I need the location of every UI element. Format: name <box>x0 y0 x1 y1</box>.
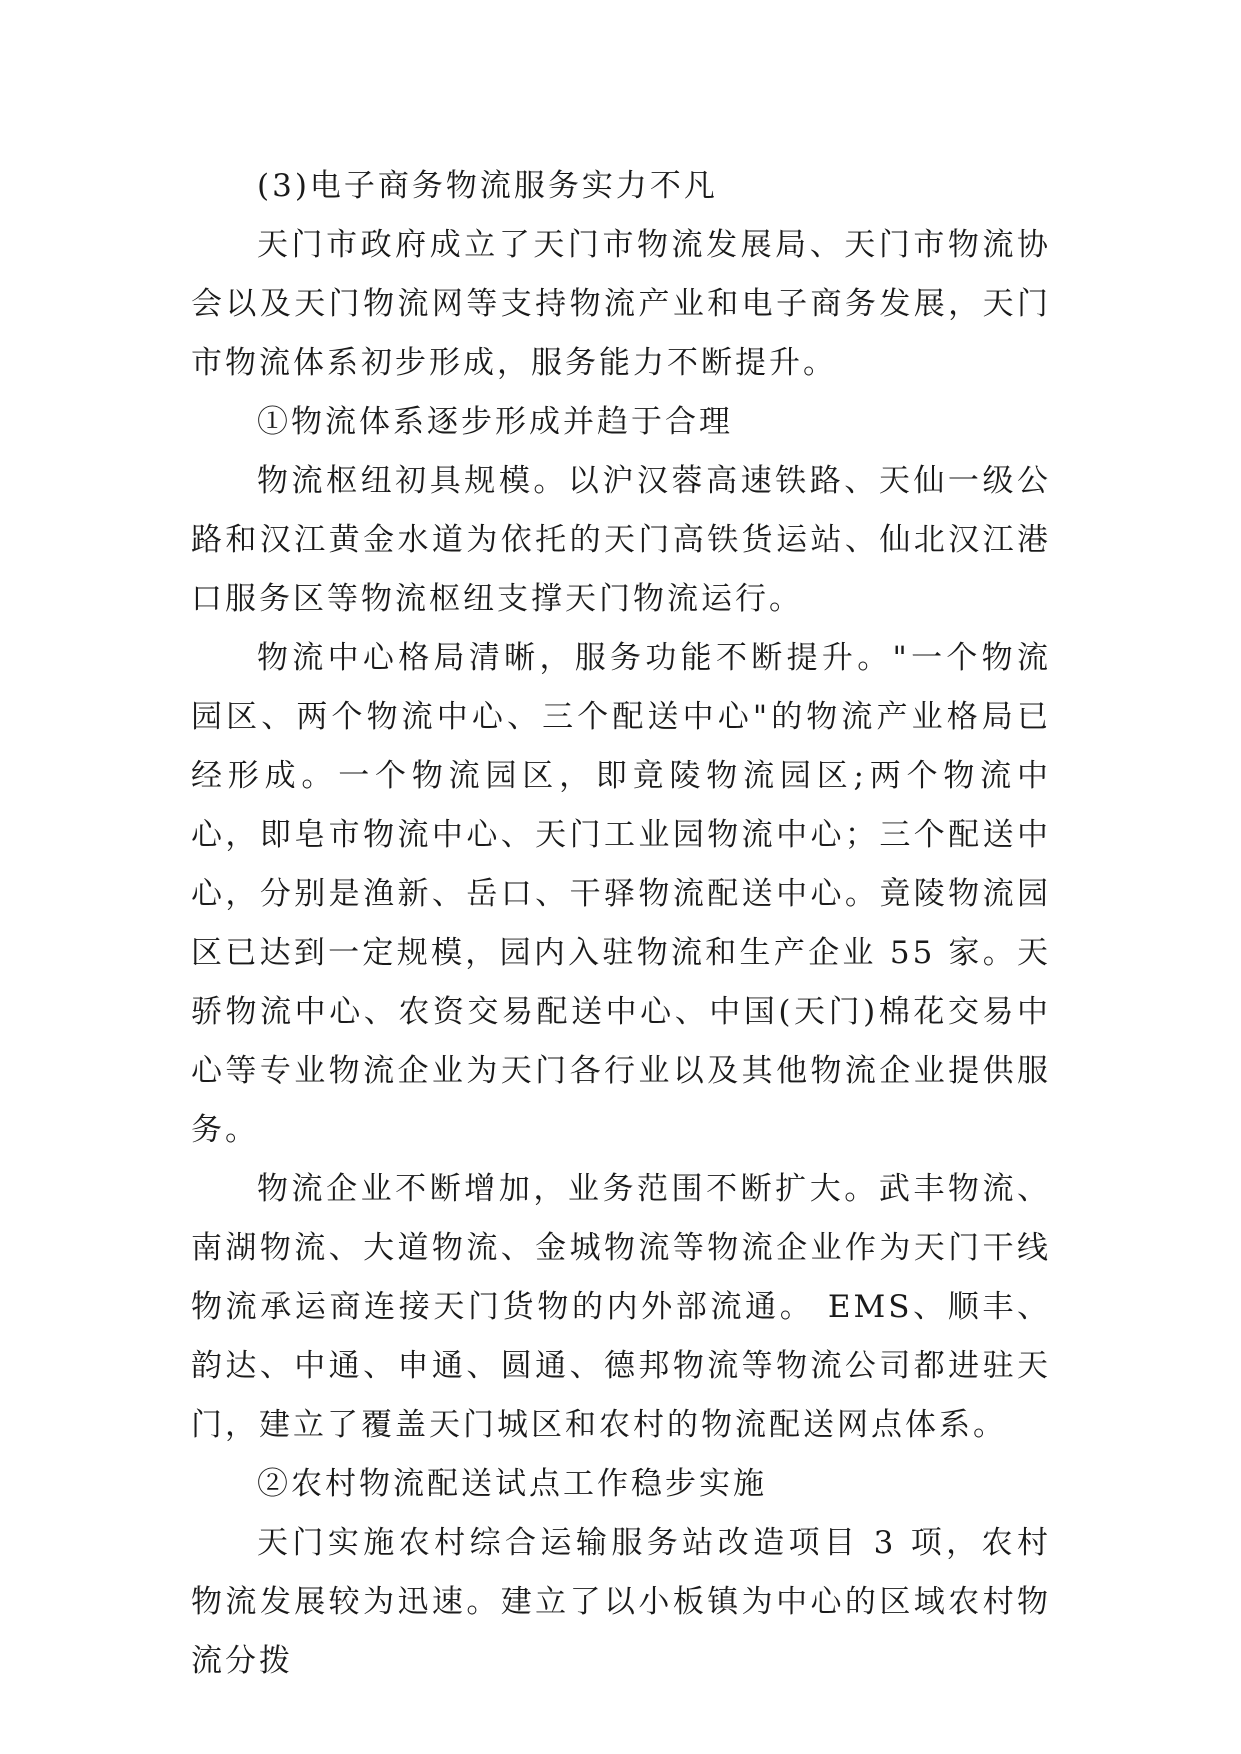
document-body <box>191 157 1051 1691</box>
subsection-heading: ①物流体系逐步形成并趋于合理 <box>257 404 733 440</box>
body-paragraph: 物流企业不断增加，业务范围不断扩大。武丰物流、南湖物流、大道物流、金城物流等物流企业作为天门干线物流承运商连接天门货物的内外部流通。 EMS、顺丰、韵达、中通、申通、圆通、德邦物流等物流公司都进驻天门，建立了覆盖天门城区和农村的物流配送网点体系。 <box>191 1171 1051 1443</box>
body-paragraph: 物流枢纽初具规模。以沪汉蓉高速铁路、天仙一级公路和汉江黄金水道为依托的天门高铁货运站、仙北汉江港口服务区等物流枢纽支撑天门物流运行。 <box>191 463 1051 617</box>
body-paragraph: 天门实施农村综合运输服务站改造项目 3 项，农村物流发展较为迅速。建立了以小板镇为中心的区域农村物流分拨 <box>191 1525 1051 1679</box>
body-paragraph: 天门市政府成立了天门市物流发展局、天门市物流协会以及天门物流网等支持物流产业和电子商务发展，天门市物流体系初步形成，服务能力不断提升。 <box>191 227 1051 381</box>
section-heading: (3)电子商务物流服务实力不凡 <box>257 168 718 204</box>
body-paragraph: 物流中心格局清晰，服务功能不断提升。"一个物流园区、两个物流中心、三个配送中心"的物流产业格局已经形成。一个物流园区，即竟陵物流园区;两个物流中心，即皂市物流中心、天门工业园物流中心；三个配送中心，分别是渔新、岳口、干驿物流配送中心。竟陵物流园区已达到一定规模，园内入驻物流和生产企业 55 家。天骄物流中心、农资交易配送中心、中国(天门)棉花交易中心等专业物流企业为天门各行业以及其他物流企业提供服务。 <box>191 640 1051 1148</box>
subsection-heading: ②农村物流配送试点工作稳步实施 <box>257 1466 767 1502</box>
